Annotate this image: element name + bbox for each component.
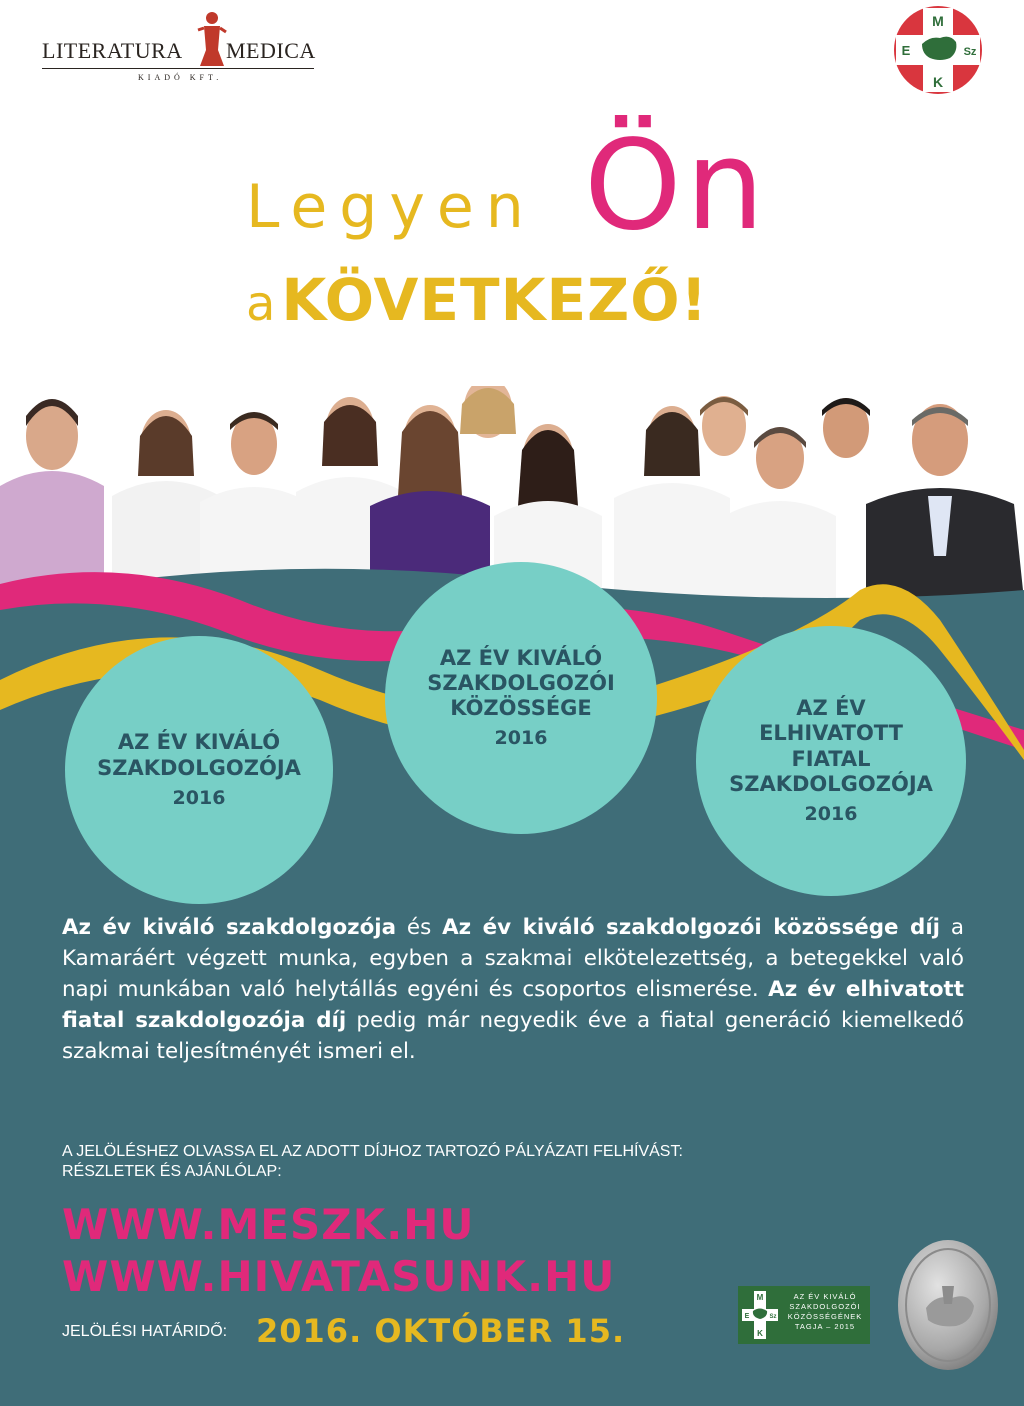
silver-medal-icon	[896, 1238, 1000, 1372]
deadline-date: 2016. OKTÓBER 15.	[256, 1312, 626, 1350]
badge-letter-k: K	[757, 1329, 763, 1338]
description-text-1: és	[396, 915, 443, 940]
headline-next: KÖVETKEZŐ!	[281, 266, 708, 334]
aesculapius-figure-icon	[194, 10, 230, 68]
award-circle-excellent-worker	[65, 636, 333, 904]
award-1-line-1: AZ ÉV KIVÁLÓ	[117, 730, 281, 755]
deadline-label: JELÖLÉSI HATÁRIDŐ:	[62, 1323, 228, 1340]
description-bold-2: Az év kiváló szakdolgozói közössége díj	[442, 915, 941, 940]
url-meszk-link[interactable]: WWW.MESZK.HU	[62, 1200, 475, 1249]
headline-legyen: Legyen	[246, 172, 536, 242]
description-bold-1: Az év kiváló szakdolgozója	[62, 915, 397, 940]
award-3-year: 2016	[804, 802, 858, 825]
url-hivatasunk-link[interactable]: WWW.HIVATASUNK.HU	[62, 1252, 616, 1301]
chamber-logo	[892, 4, 984, 96]
badge-letter-e: E	[744, 1313, 750, 1320]
award-1-year: 2016	[172, 786, 226, 809]
badge-text	[782, 1292, 868, 1332]
logo-letter-e: E	[901, 43, 911, 58]
description-text-3: pedig már negyedik éve a fiatal generáció kiemelkedő szakmai teljesítményét ismeri el.	[62, 1008, 964, 1064]
badge-letter-m: M	[756, 1293, 764, 1302]
badge-line-4: TAGJA – 2015	[794, 1322, 856, 1331]
badge-line-1: AZ ÉV KIVÁLÓ	[793, 1292, 857, 1301]
award-2-line-1: AZ ÉV KIVÁLÓ	[439, 645, 603, 670]
publisher-name-right: MEDICA	[226, 38, 316, 63]
description-bold-3: Az év elhivatott fiatal szakdolgozója díj	[62, 977, 964, 1033]
publisher-rule	[42, 68, 314, 69]
instruction-line-2: RÉSZLETEK ÉS AJÁNLÓLAP:	[62, 1163, 282, 1180]
logo-letter-m: M	[932, 13, 944, 29]
headline-line-1	[246, 114, 806, 260]
award-2-year: 2016	[494, 727, 548, 750]
award-3-line-1: AZ ÉV	[796, 696, 866, 721]
nomination-instruction	[62, 1142, 822, 1182]
award-3-line-2: ELHIVATOTT	[759, 721, 903, 746]
award-3-line-3: FIATAL	[791, 746, 871, 771]
publisher-name-left: LITERATURA	[42, 38, 183, 63]
badge-line-3: KÖZÖSSÉGÉNEK	[787, 1312, 863, 1321]
badge-line-2: SZAKDOLGOZÓI	[789, 1302, 861, 1311]
description-paragraph	[62, 912, 964, 1067]
award-circle-young-worker	[696, 626, 966, 896]
headline-on: Ön	[584, 114, 769, 258]
badge-letter-sz: Sz	[769, 1314, 777, 1320]
logo-letter-sz: Sz	[963, 46, 977, 58]
award-1-line-2: SZAKDOLGOZÓJA	[97, 755, 301, 780]
badge-logo-icon	[740, 1289, 780, 1341]
headline-a: a	[246, 276, 276, 332]
award-circle-excellent-community	[385, 562, 657, 834]
logo-letter-k: K	[932, 74, 944, 90]
description-text-2: a Kamaráért végzett munka, egyben a szakmai elkötelezettség, a betegekkel való napi munkában való helytállás egyéni és csoportos elismerése.	[62, 915, 964, 1002]
award-2-line-3: KÖZÖSSÉGE	[450, 696, 592, 721]
award-2-line-2: SZAKDOLGOZÓI	[427, 671, 615, 695]
publisher-logo	[42, 10, 317, 90]
community-member-badge	[738, 1286, 870, 1344]
headline-line-2	[246, 266, 806, 336]
award-3-line-4: SZAKDOLGOZÓJA	[729, 771, 933, 796]
instruction-line-1: A JELÖLÉSHEZ OLVASSA EL AZ ADOTT DÍJHOZ TARTOZÓ PÁLYÁZATI FELHÍVÁST:	[62, 1143, 683, 1160]
publisher-subtitle: KIADÓ KFT.	[138, 73, 223, 82]
